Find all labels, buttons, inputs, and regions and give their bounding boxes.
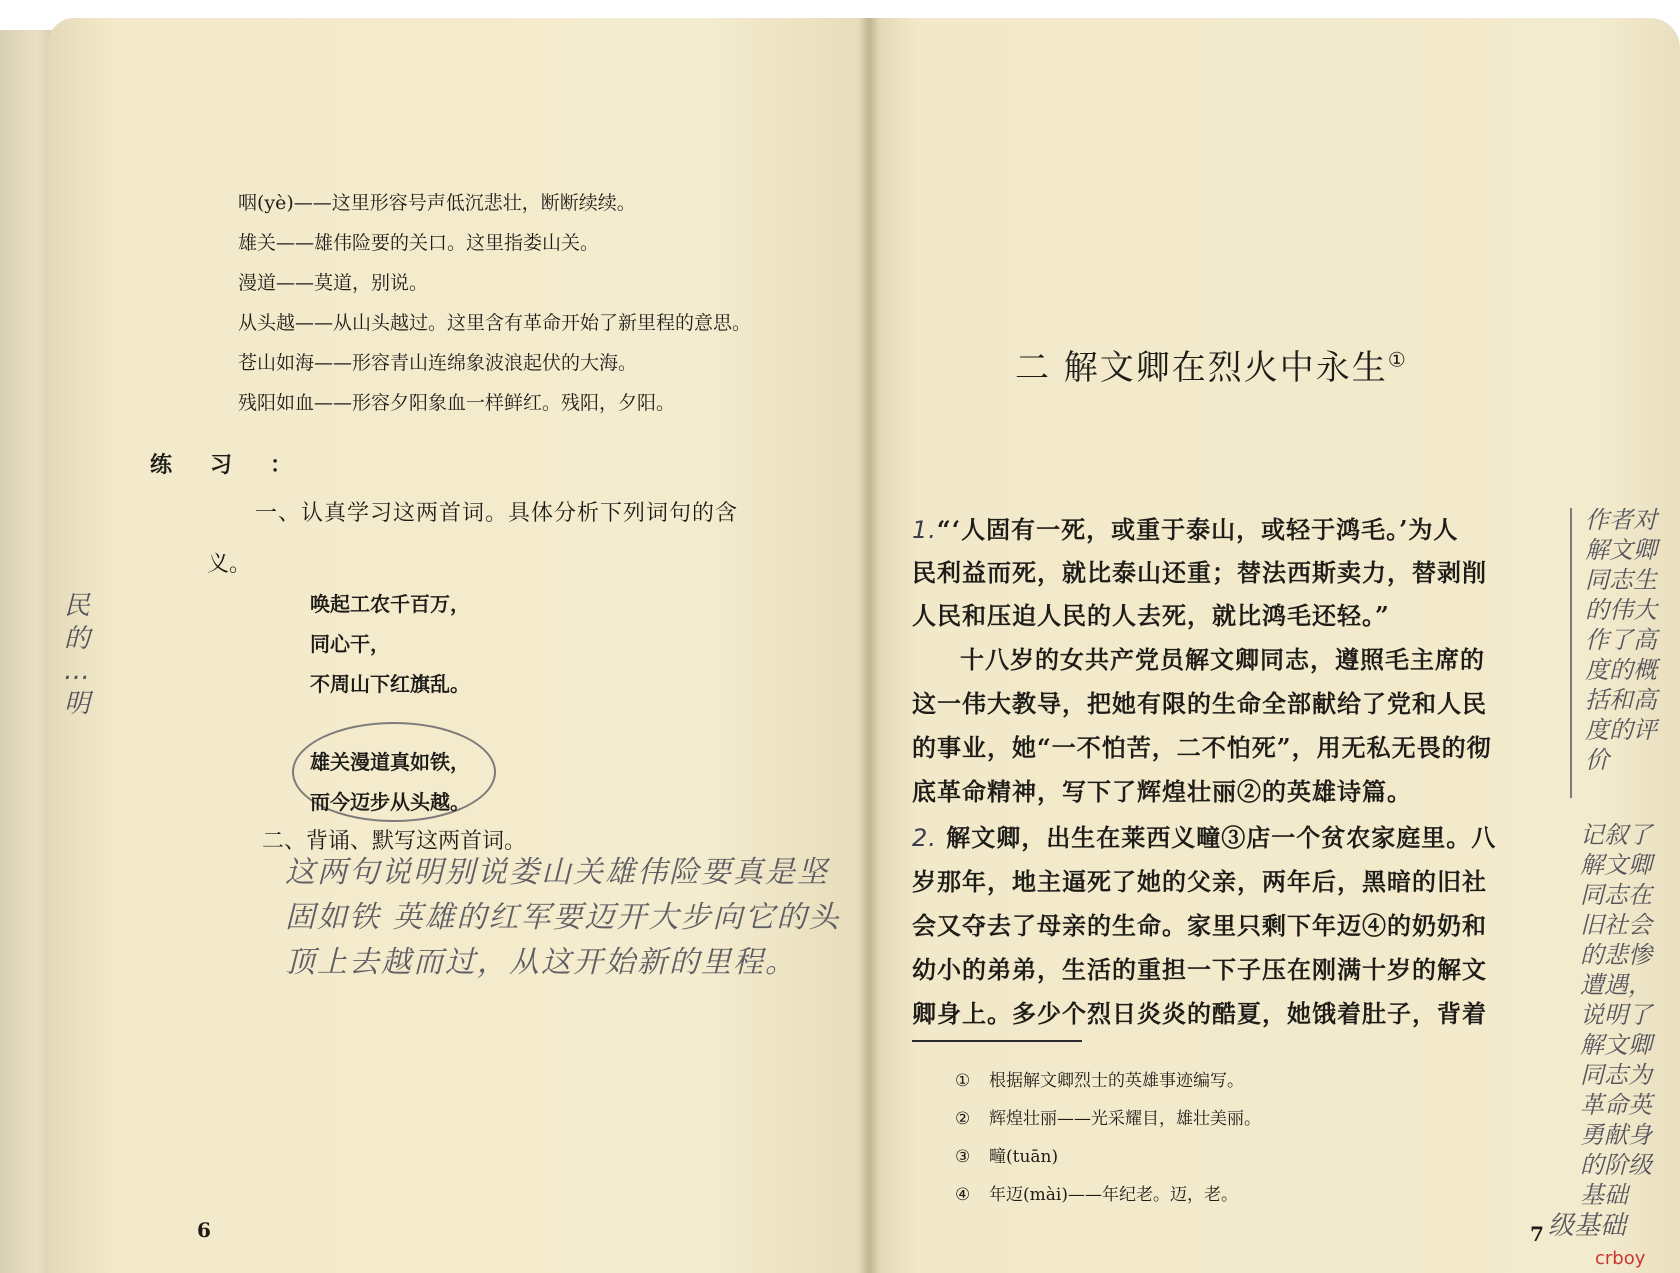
paragraph-line: 十八岁的女共产党员解文卿同志，遵照毛主席的 [960, 645, 1485, 674]
page-gutter [858, 18, 880, 1273]
poem-line: 唤起工农千百万， [310, 592, 470, 616]
gloss-line: 雄关——雄伟险要的关口。这里指娄山关。 [238, 232, 600, 254]
paragraph-line: 底革命精神，写下了辉煌壮丽②的英雄诗篇。 [912, 777, 1412, 806]
footnote: ① 根据解文卿烈士的英雄事迹编写。 [955, 1071, 1244, 1091]
watermark: crboy [1595, 1248, 1646, 1269]
paragraph-line: 2. 解文卿，出生在莱西义疃③店一个贫农家庭里。八 [912, 823, 1497, 852]
handwritten-bottom-note: 级基础 [1548, 1211, 1627, 1241]
lesson-title-text: 二 解文卿在烈火中永生 [1015, 348, 1388, 388]
quote-line: 1.“‘人固有一死，或重于泰山，或轻于鸿毛。’为人 [912, 515, 1459, 544]
quote-line: 民利益而死，就比泰山还重；替法西斯卖力，替剥削 [912, 558, 1487, 587]
gloss-line: 从头越——从山头越过。这里含有革命开始了新里程的意思。 [238, 312, 752, 334]
paragraph-line: 卿身上。多少个烈日炎炎的酷夏，她饿着肚子，背着 [912, 999, 1487, 1028]
page-number-left: 6 [197, 1218, 211, 1242]
exercise-1-text: 一、认真学习这两首词。具体分析下列词句的含 [255, 501, 739, 526]
exercise-heading: 练习： [150, 452, 331, 478]
gloss-line: 咽(yè)——这里形容号声低沉悲壮，断断续续。 [238, 192, 636, 214]
paragraph-line: 的事业，她“一不怕苦，二不怕死”，用无私无畏的彻 [912, 733, 1492, 762]
quote-line: 人民和压迫人民的人去死，就比鸿毛还轻。” [912, 601, 1390, 630]
handwritten-side-note: 作者对解文卿同志生的伟大作了高度的概括和高度的评价 [1585, 506, 1657, 774]
page-number-right: 7 [1530, 1222, 1544, 1246]
handwritten-side-note: 记叙了解文卿同志在旧社会的悲惨遭遇，说明了解文卿同志为革命英勇献身的阶级基础 [1580, 821, 1652, 1209]
paragraph-line: 这一伟大教导，把她有限的生命全部献给了党和人民 [912, 689, 1487, 718]
footnote-rule [912, 1040, 1082, 1042]
paragraph-mark: 2. [912, 824, 937, 852]
handwritten-bracket [1570, 508, 1572, 798]
gloss-line: 漫道——莫道，别说。 [238, 272, 429, 294]
paragraph-line: 会又夺去了母亲的生命。家里只剩下年迈④的奶奶和 [912, 911, 1487, 940]
paragraph-line: 岁那年，地主逼死了她的父亲，两年后，黑暗的旧社 [912, 867, 1487, 896]
handwritten-answer: 这两句说明别说娄山关雄伟险要真是坚固如铁 英雄的红军要迈开大步向它的头顶上去越而过，从这开始新的里程。 [285, 855, 841, 980]
poem-line: 不周山下红旗乱。 [310, 672, 470, 696]
poem-line: 同心干， [310, 632, 390, 656]
lesson-title [1015, 340, 1408, 389]
poem-line: 雄关漫道真如铁， [310, 750, 470, 774]
paragraph-line: 幼小的弟弟，生活的重担一下子压在刚满十岁的解文 [912, 955, 1487, 984]
footnote: ③ 疃(tuān) [955, 1147, 1059, 1167]
handwritten-margin-note: 民的…明 [64, 591, 95, 719]
exercise-1-text-cont: 义。 [207, 552, 252, 577]
paragraph-mark: 1. [912, 516, 937, 544]
gloss-line: 残阳如血——形容夕阳象血一样鲜红。残阳，夕阳。 [238, 392, 676, 414]
footnote: ④ 年迈(mài)——年纪老。迈，老。 [955, 1185, 1238, 1205]
gloss-line: 苍山如海——形容青山连绵象波浪起伏的大海。 [238, 352, 638, 374]
lesson-title-note: ① [1387, 347, 1408, 372]
poem-line: 而今迈步从头越。 [310, 790, 470, 814]
exercise-2-text: 二、背诵、默写这两首词。 [262, 829, 527, 854]
footnote: ② 辉煌壮丽——光采耀目，雄壮美丽。 [955, 1109, 1261, 1129]
